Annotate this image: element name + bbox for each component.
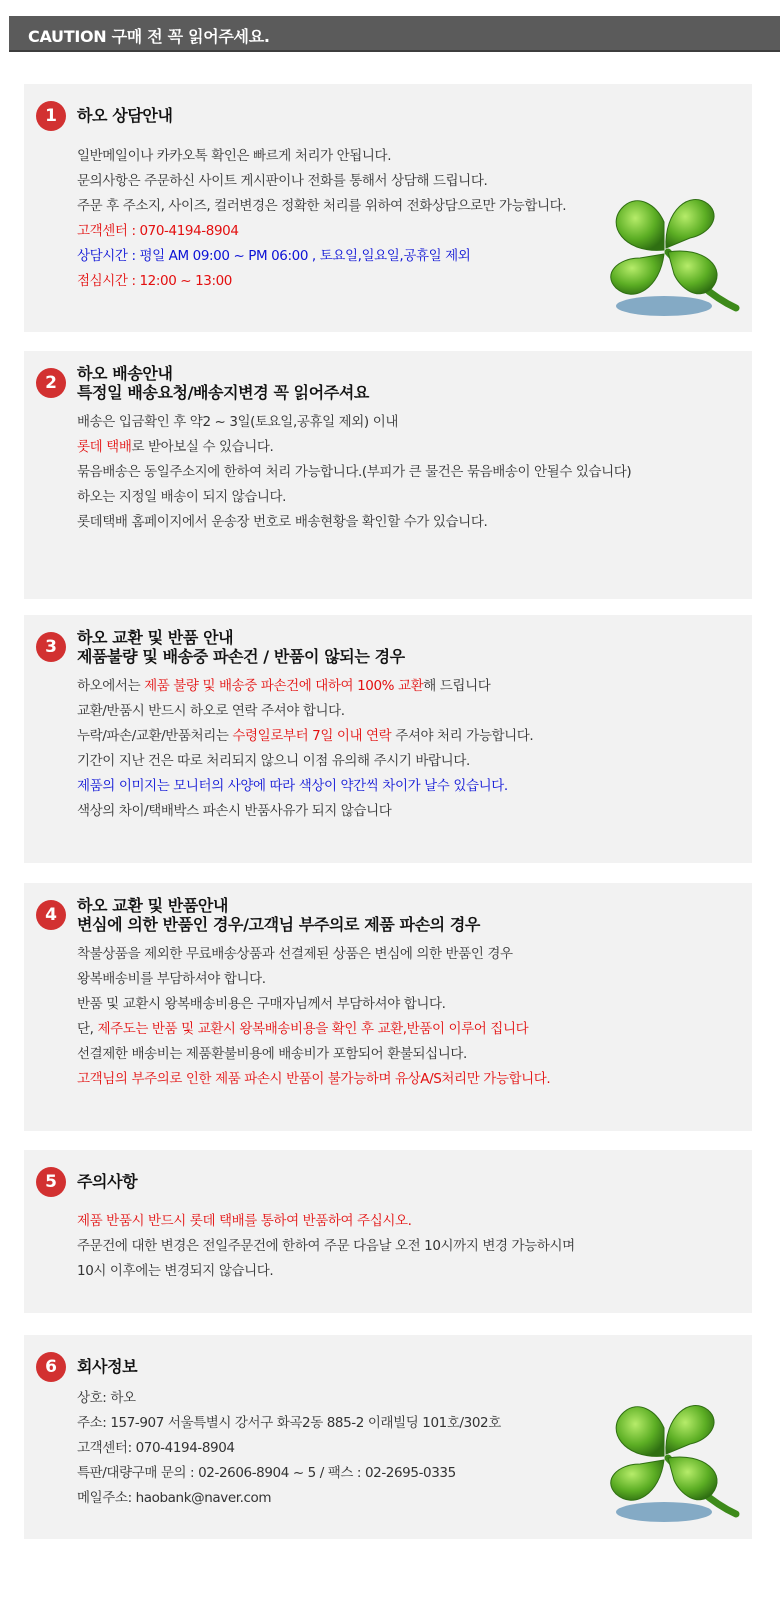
info-line — [77, 244, 566, 269]
panel-delivery — [24, 351, 752, 599]
section-number-badge: 3 — [36, 632, 66, 662]
info-line — [77, 1411, 501, 1436]
clover-icon — [594, 1390, 744, 1530]
panel-notice — [24, 1150, 752, 1313]
info-line — [77, 1042, 550, 1067]
info-line — [77, 699, 533, 724]
info-text: 점심시간 : 12:00 ~ 13:00 — [77, 273, 232, 289]
caution-header-bar — [9, 16, 780, 52]
section-title: 하오 교환 및 반품 안내 제품불량 및 배송중 파손건 / 반품이 않되는 경우 — [77, 628, 405, 666]
info-text: 메일주소: haobank@naver.com — [77, 1490, 272, 1506]
info-line — [77, 774, 533, 799]
section-body — [77, 1209, 575, 1284]
section-number-badge: 1 — [36, 101, 66, 131]
info-text: 하오에서는 — [77, 678, 145, 694]
info-text: 제품 불량 및 배송중 파손건에 대하여 100% 교환 — [144, 678, 424, 694]
info-text: 고객센터 : 070-4194-8904 — [77, 223, 239, 239]
info-line — [77, 1017, 550, 1042]
info-text: 하오는 지정일 배송이 되지 않습니다. — [77, 489, 287, 505]
info-text: 주셔야 처리 가능합니다. — [391, 728, 534, 744]
info-line — [77, 1209, 575, 1234]
info-line — [77, 1386, 501, 1411]
info-line — [77, 674, 533, 699]
info-line — [77, 1436, 501, 1461]
clover-icon — [594, 184, 744, 324]
section-number-badge: 4 — [36, 900, 66, 930]
section-body — [77, 674, 533, 824]
section-body — [77, 144, 566, 294]
info-line — [77, 1234, 575, 1259]
info-text: 누락/파손/교환/반품처리는 — [77, 728, 233, 744]
info-text: 해 드립니다 — [423, 678, 491, 694]
section-body — [77, 410, 631, 535]
section-title: 하오 교환 및 반품안내 변심에 의한 반품인 경우/고객님 부주의로 제품 파손의 경우 — [77, 896, 480, 934]
info-text: 상담시간 : 평일 AM 09:00 ~ PM 06:00 , 토요일,일요일,공휴일 제외 — [77, 248, 471, 264]
section-number-badge: 5 — [36, 1167, 66, 1197]
info-line — [77, 967, 550, 992]
info-line — [77, 144, 566, 169]
section-title: 회사정보 — [77, 1357, 138, 1376]
info-line — [77, 942, 550, 967]
info-text: 왕복배송비를 부담하셔야 합니다. — [77, 971, 266, 987]
section-body — [77, 942, 550, 1092]
info-line — [77, 510, 631, 535]
info-line — [77, 724, 533, 749]
info-text: 제품의 이미지는 모니터의 사양에 따라 색상이 약간씩 차이가 날수 있습니다. — [77, 778, 508, 794]
info-text: 주문 후 주소지, 사이즈, 컬러변경은 정확한 처리를 위하여 전화상담으로만 가능합니다. — [77, 198, 567, 214]
info-text: 묶음배송은 동일주소지에 한하여 처리 가능합니다.(부피가 큰 물건은 묶음배송이 안될수 있습니다) — [77, 464, 632, 480]
info-line — [77, 194, 566, 219]
section-title: 하오 상담안내 — [77, 106, 173, 125]
info-text: 제품 반품시 반드시 롯데 택배를 통하여 반품하여 주십시오. — [77, 1213, 412, 1229]
info-line — [77, 1067, 550, 1092]
info-line — [77, 485, 631, 510]
section-title: 주의사항 — [77, 1172, 138, 1191]
info-line — [77, 410, 631, 435]
panel-exchange-return — [24, 615, 752, 863]
section-title: 하오 배송안내 특정일 배송요청/배송지변경 꼭 읽어주셔요 — [77, 364, 369, 402]
section-number-badge: 2 — [36, 368, 66, 398]
panel-change-of-mind — [24, 883, 752, 1131]
info-text: 일반메일이나 카카오톡 확인은 빠르게 처리가 안됩니다. — [77, 148, 392, 164]
caution-header-title: CAUTION 구매 전 꼭 읽어주세요. — [28, 27, 270, 46]
info-text: 롯데택배 홈페이지에서 운송장 번호로 배송현황을 확인할 수가 있습니다. — [77, 514, 488, 530]
section-number-badge: 6 — [36, 1352, 66, 1382]
info-text: 주문건에 대한 변경은 전일주문건에 한하여 주문 다음날 오전 10시까지 변경 가능하시며 — [77, 1238, 575, 1254]
info-text: 색상의 차이/택배박스 파손시 반품사유가 되지 않습니다 — [77, 803, 392, 819]
info-text: 상호: 하오 — [77, 1390, 136, 1406]
info-text: 롯데 택배 — [77, 439, 132, 455]
info-text: 교환/반품시 반드시 하오로 연락 주셔야 합니다. — [77, 703, 345, 719]
info-text: 특판/대량구매 문의 : 02-2606-8904 ~ 5 / 팩스 : 02-2695-0335 — [77, 1465, 456, 1481]
info-text: 주소: 157-907 서울특별시 강서구 화곡2동 885-2 이래빌딩 101호/302호 — [77, 1415, 501, 1431]
info-text: 착불상품을 제외한 무료배송상품과 선결제된 상품은 변심에 의한 반품인 경우 — [77, 946, 513, 962]
info-line — [77, 1461, 501, 1486]
info-line — [77, 219, 566, 244]
info-text: 단, — [77, 1021, 98, 1037]
info-text: 제주도는 반품 및 교환시 왕복배송비용을 확인 후 교환,반품이 이루어 집니다 — [97, 1021, 529, 1037]
info-text: 로 받아보실 수 있습니다. — [131, 439, 274, 455]
info-text: 10시 이후에는 변경되지 않습니다. — [77, 1263, 274, 1279]
info-line — [77, 269, 566, 294]
info-text: 반품 및 교환시 왕복배송비용은 구매자님께서 부담하셔야 합니다. — [77, 996, 446, 1012]
info-line — [77, 749, 533, 774]
info-text: 선결제한 배송비는 제품환불비용에 배송비가 포함되어 환불되십니다. — [77, 1046, 467, 1062]
info-text: 기간이 지난 건은 따로 처리되지 않으니 이점 유의해 주시기 바랍니다. — [77, 753, 470, 769]
info-line — [77, 169, 566, 194]
panel-company-info — [24, 1335, 752, 1539]
info-line — [77, 799, 533, 824]
info-line — [77, 1486, 501, 1511]
info-text: 문의사항은 주문하신 사이트 게시판이나 전화를 통해서 상담해 드립니다. — [77, 173, 488, 189]
info-line — [77, 1259, 575, 1284]
info-line — [77, 435, 631, 460]
info-text: 고객센터: 070-4194-8904 — [77, 1440, 235, 1456]
info-line — [77, 460, 631, 485]
info-text: 수령일로부터 7일 이내 연락 — [232, 728, 392, 744]
info-text: 배송은 입금확인 후 약2 ~ 3일(토요일,공휴일 제외) 이내 — [77, 414, 398, 430]
info-line — [77, 992, 550, 1017]
section-body — [77, 1386, 501, 1511]
info-text: 고객님의 부주의로 인한 제품 파손시 반품이 불가능하며 유상A/S처리만 가능합니다. — [77, 1071, 551, 1087]
panel-consultation — [24, 84, 752, 332]
